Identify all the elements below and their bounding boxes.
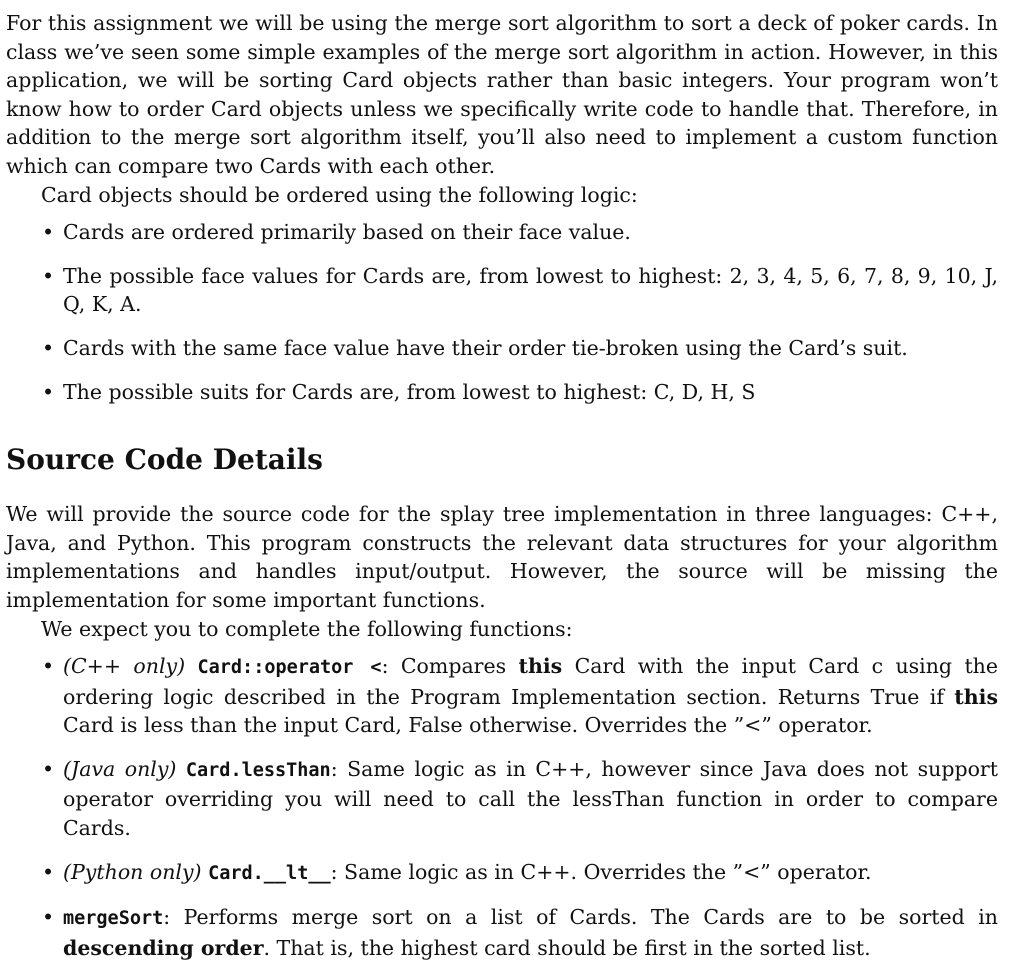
list-item-cpp: • (C++ only) Card::operator <: Compares this Card with the input Card c using the ordering logic described in the Program Implementation section. Returns True if this Card is less than the input Card, False otherwise. Overrides the ”<” operator. — [42, 654, 999, 738]
bullet-icon: • — [42, 905, 55, 930]
bullet-icon: • — [42, 859, 55, 884]
list-item-java: • (Java only) Card.lessThan: Same logic as in C++, however since Java does not support operator overriding you will need to call the lessThan function in order to compare Cards. — [42, 756, 998, 841]
bullet-icon: • — [42, 335, 55, 360]
function-name: Card.lessThan — [185, 759, 331, 781]
list-item: • Cards with the same face value have their order tie-broken using the Card’s suit. — [6, 334, 998, 363]
list-item-mergesort: • mergeSort: Performs merge sort on a list of Cards. The Cards are to be sorted in descending order. That is, the highest card should be first in the sorted list. — [42, 905, 998, 960]
bullet-icon: • — [42, 379, 55, 404]
function-name: mergeSort — [63, 908, 164, 930]
section-heading: Source Code Details — [6, 443, 323, 477]
source-paragraph: We will provide the source code for the splay tree implementation in three languages: C++, Java, and Python. This program constructs the relevant data structures for your algorithm implementations and handles input/output. However, the source will be missing the implementation for some important functions. — [6, 502, 998, 612]
bullet-icon: • — [42, 220, 55, 245]
ordering-rules-list — [6, 218, 998, 406]
function-name: Card::operator < — [197, 657, 382, 679]
functions-list — [6, 652, 998, 962]
list-item: • The possible face values for Cards are, from lowest to highest: 2, 3, 4, 5, 6, 7, 8, 9, 10, J, Q, K, A. — [42, 263, 998, 317]
bullet-icon: • — [42, 654, 55, 679]
function-name: Card.__lt__ — [208, 862, 331, 884]
list-item: • The possible suits for Cards are, from lowest to highest: C, D, H, S — [6, 378, 998, 407]
list-item-python: • (Python only) Card.__lt__: Same logic as in C++. Overrides the ”<” operator. — [6, 858, 998, 889]
bullet-icon: • — [42, 263, 55, 288]
expect-lead: We expect you to complete the following functions: — [41, 616, 573, 641]
ordering-lead: Card objects should be ordered using the following logic: — [41, 182, 638, 207]
bullet-icon: • — [42, 756, 55, 781]
intro-paragraph: For this assignment we will be using the merge sort algorithm to sort a deck of poker cards. In class we’ve seen some simple examples of the merge sort algorithm in action. However, in this application, we will be sorting Card objects rather than basic integers. Your program won’t know how to order Card objects unless we specifically write code to handle that. Therefore, in addition to the merge sort algorithm itself, you’ll also need to implement a custom function which can compare two Cards with each other. — [6, 11, 998, 178]
list-item: • Cards are ordered primarily based on their face value. — [6, 218, 998, 247]
